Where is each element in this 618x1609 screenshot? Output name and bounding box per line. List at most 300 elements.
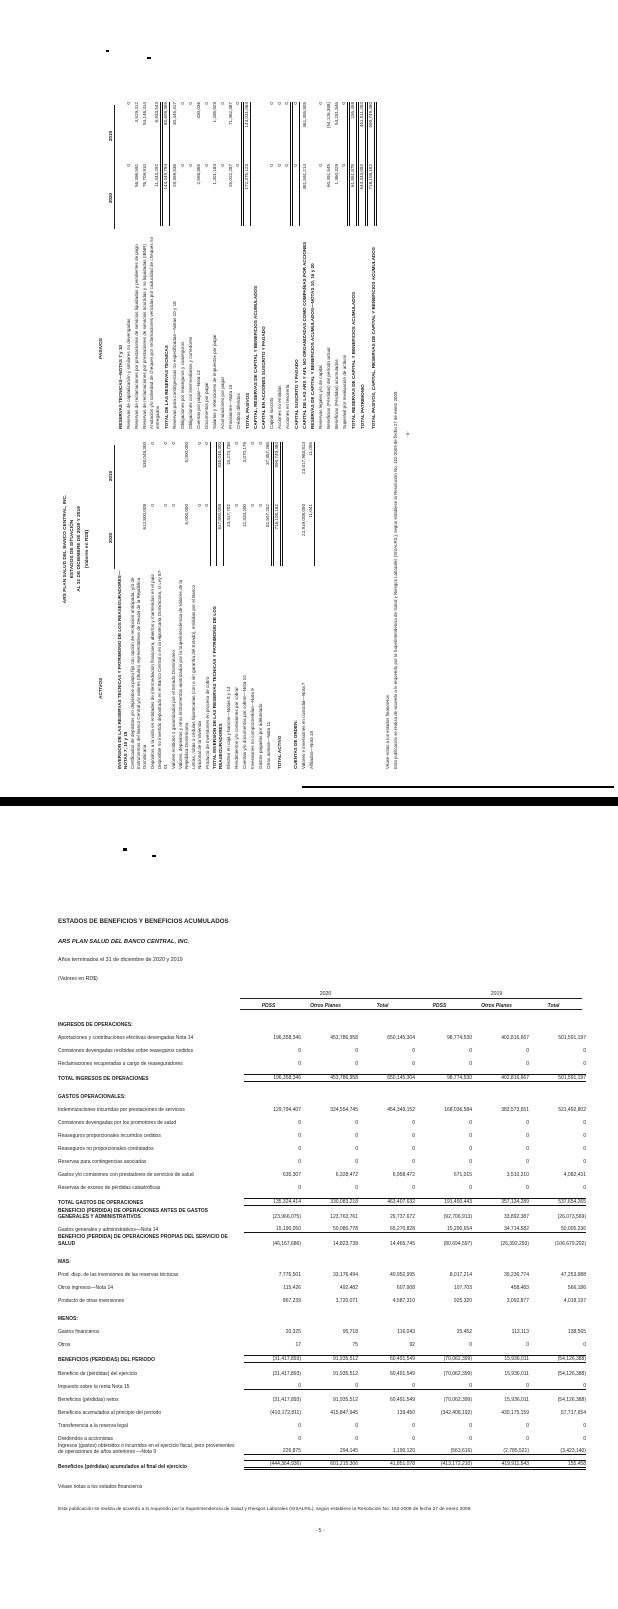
row-value: 47,253,988 — [560, 1271, 586, 1278]
row-value: 4,082,431 — [563, 1171, 586, 1178]
row-label: Rendimientos y/o comisiones por cobrar — [233, 687, 239, 769]
table-row — [265, 439, 272, 769]
row-value: 535,048,300 — [216, 442, 224, 504]
row-label: TOTAL INGRESOS DE OPERACIONES — [58, 1075, 149, 1082]
section-header-row — [309, 99, 316, 429]
see-notes-line: Véase notas a los estados financieros — [58, 1484, 143, 1491]
row-value: 0 — [268, 102, 274, 105]
row-value: 0 — [317, 164, 323, 167]
table-row — [227, 99, 234, 429]
row-value: 0 — [355, 1435, 358, 1442]
pasivos-heading: PASIVOS — [98, 338, 104, 359]
row-value: 0 — [583, 1422, 586, 1429]
year-group-2019: 2019 — [411, 991, 582, 999]
row-value: 1,190,120 — [358, 1448, 415, 1455]
row-label: Reservas de reclamaciones por prestaciones de servicios ocurridas y no liquidadas (IBNR) — [141, 244, 147, 429]
row-value: 867,239 — [282, 1297, 301, 1304]
row-value: 402,816,667 — [501, 1034, 529, 1041]
row-value: 0 — [203, 102, 209, 105]
table-row — [58, 1194, 586, 1206]
row-value: 172,375,123 — [243, 164, 251, 226]
row-value: 76,709,910 — [141, 164, 147, 187]
table-row — [58, 1140, 586, 1152]
row-value: 1,301,184 — [211, 164, 217, 185]
row-value: 91,935,512 — [332, 1370, 358, 1377]
table-row — [58, 1207, 586, 1221]
row-value: 29,737,672 — [389, 1214, 415, 1221]
row-label: Afiliados—Nota 18 — [308, 730, 314, 769]
row-value: 138,565 — [567, 1328, 586, 1335]
row-label: Impuesto sobre la renta Nota 15 — [58, 1383, 130, 1390]
row-value: 0 — [412, 1132, 415, 1139]
row-value: 39,236,774 — [503, 1271, 529, 1278]
row-value: 543,443,092 — [358, 164, 366, 226]
year-header-2019: 2019 — [108, 445, 115, 507]
table-row — [349, 99, 357, 429]
row-value: 716,108,162 — [367, 164, 377, 226]
table-row — [149, 439, 156, 769]
row-value: 0 — [170, 442, 176, 445]
table-row — [58, 1166, 586, 1178]
row-value: 7,776,501 — [278, 1271, 301, 1278]
row-label: RESERVAS DE CAPITAL Y BENEFICIOS ACUMULADOS—NOTAS 10, 16 y 20 — [309, 263, 315, 429]
table-row — [58, 1279, 586, 1291]
row-value: 383,573,651 — [501, 1106, 529, 1113]
row-value: 0 — [412, 1145, 415, 1152]
row-value: 0 — [298, 1184, 301, 1191]
row-value: 95,718 — [342, 1328, 358, 1335]
row-value: 98,774,530 — [415, 1074, 472, 1082]
row-value: 15,290,654 — [415, 1226, 472, 1233]
table-row — [58, 1029, 586, 1041]
table-row — [58, 1101, 586, 1113]
table-row — [308, 439, 315, 769]
table-row — [58, 1323, 586, 1335]
row-value: 196,358,346 — [273, 1034, 301, 1041]
row-label: TOTAL PASIVOS — [244, 392, 250, 429]
row-label: TOTAL RESERVAS DE CAPITAL Y BENEFICIOS ACUMULADOS — [350, 291, 356, 429]
row-value: 168,036,584 — [444, 1106, 472, 1113]
table-row — [367, 99, 377, 429]
row-value: 139,450 — [396, 1409, 415, 1416]
row-label: Capital suscrito — [268, 397, 274, 429]
row-value: 0 — [235, 102, 242, 164]
table-row — [58, 1127, 586, 1139]
row-value: 0 — [170, 504, 176, 507]
table-row — [58, 1351, 586, 1363]
row-value: 3,092,877 — [506, 1297, 529, 1304]
row-value: 415,847,945 — [330, 1409, 358, 1416]
row-label: TOTAL PATRIMONIO — [359, 384, 365, 429]
section-header-row — [117, 439, 129, 769]
row-value: 0 — [219, 102, 225, 105]
row-value: 530,048,300 — [141, 442, 147, 468]
row-label: Créditos diferidos — [235, 393, 241, 429]
row-value: (31,417,893) — [244, 1355, 301, 1363]
row-value: 98,774,530 — [446, 1034, 472, 1041]
row-value: (563,616) — [415, 1448, 472, 1455]
table-row — [58, 1266, 586, 1278]
section-header-row — [58, 1308, 582, 1322]
row-value: 0 — [257, 504, 263, 507]
row-value: 34,714,582 — [472, 1226, 529, 1233]
table-row — [249, 439, 256, 769]
row-value: 50,080,778 — [301, 1226, 358, 1233]
row-value: 0 — [187, 102, 193, 105]
row-value: 0 — [469, 1145, 472, 1152]
row-value: 0 — [412, 1119, 415, 1126]
row-value: 0 — [249, 442, 255, 445]
row-value: 0 — [583, 1132, 586, 1139]
table-row — [58, 1365, 586, 1377]
row-value: 0 — [298, 1158, 301, 1165]
table-row — [203, 99, 210, 429]
company-name: ARS PLAN SALUD DEL BANCO CENTRAL, INC. — [63, 494, 68, 604]
row-value: 0 — [526, 1047, 529, 1054]
row-value: 8,017,214 — [449, 1271, 472, 1278]
row-label: Aportaciones y contribuciones efectivas devengadas Nota 14 — [58, 1034, 194, 1041]
row-value: 430,175,159 — [501, 1409, 529, 1416]
row-label: CAPITAL SUSCRITO Y PAGADO — [293, 359, 299, 429]
row-value: 607,908 — [396, 1284, 415, 1291]
row-value: 0 — [204, 504, 211, 566]
row-value: 0 — [298, 1047, 301, 1054]
row-value: (54,126,388) — [325, 102, 331, 129]
row-value: 0 — [469, 1158, 472, 1165]
table-row — [58, 1404, 586, 1416]
table-row — [58, 1430, 586, 1442]
year-header-2020: 2020 — [108, 167, 115, 229]
row-label: Reservas de reclamaciones por prestaciones de servicios liquidadas y pendientes de pago — [133, 244, 139, 429]
section-header-row — [58, 1014, 582, 1028]
table-row — [211, 99, 218, 429]
row-value: 65,270,828 — [358, 1226, 415, 1233]
row-value: 60,491,549 — [389, 1370, 415, 1377]
row-value: (70,062,399) — [415, 1355, 472, 1363]
row-label: Documentos por pagar — [203, 382, 209, 429]
table-row — [58, 1221, 586, 1234]
col-header-pdss-2020: PDSS — [240, 1003, 297, 1010]
table-row — [58, 1417, 586, 1429]
row-label: Gastos financieros — [58, 1328, 100, 1335]
row-value: 11,343,292 — [154, 164, 161, 226]
row-label: Anulación y/o salvedad de cheques por reclamaciones vencidas por caducidad de cheques no entregados — [148, 236, 160, 429]
row-value: (23,966,075) — [272, 1214, 301, 1221]
row-value: 14,823,738 — [332, 1240, 358, 1247]
row-value: (342,408,192) — [440, 1409, 472, 1416]
row-value: 0 — [583, 1184, 586, 1191]
row-label: Beneficios (pérdidas) acumulados al final del ejercicio — [58, 1464, 187, 1471]
row-value: 92 — [409, 1341, 415, 1348]
row-value: 0 — [244, 1383, 301, 1390]
row-value: (106,679,202) — [554, 1240, 586, 1247]
row-value: 0 — [526, 1158, 529, 1165]
table-row — [292, 99, 300, 429]
row-value: 0 — [268, 164, 274, 167]
row-value: 0 — [203, 164, 209, 167]
row-value: 0 — [355, 1422, 358, 1429]
row-value: 0 — [162, 442, 168, 445]
row-value: 0 — [298, 1060, 301, 1067]
section-header-row — [292, 439, 299, 769]
scan-artifact-dot — [123, 848, 127, 851]
row-value: 0 — [583, 1060, 586, 1067]
row-value: 15,936,011 — [472, 1355, 529, 1363]
row-value: 0 — [298, 1145, 301, 1152]
see-notes-line: Véase notas a los estados financieros — [384, 695, 390, 769]
row-label: Beneficio de (pérdidas) del ejercicio — [58, 1370, 138, 1377]
row-label: Reaseguros no proporcionales contratados — [58, 1145, 154, 1152]
row-value: 324,554,745 — [330, 1106, 358, 1113]
row-value: 0 — [187, 164, 193, 167]
row-value: 0 — [469, 1119, 472, 1126]
col-header-otros-2019: Otros Planes — [468, 1003, 525, 1010]
row-label: MAS: — [58, 1258, 71, 1265]
row-value: 0 — [526, 1184, 529, 1191]
table-row — [141, 99, 148, 429]
page-number: -4- — [405, 431, 411, 437]
statement-period: Años terminados el 31 de diciembre de 2020 y 2019 — [58, 956, 183, 963]
row-value: 0 — [469, 1132, 472, 1139]
row-value: 0 — [341, 102, 348, 164]
row-label: Gastos generales y administrativos—Nota 14 — [58, 1227, 159, 1234]
row-value: 3,720,071 — [335, 1297, 358, 1304]
row-value: (54,126,388) — [557, 1396, 586, 1403]
row-label: Gastos pagados por adelantado — [257, 703, 263, 769]
row-value: (46,167,686) — [272, 1240, 301, 1247]
row-value: 0 — [355, 1158, 358, 1165]
table-row — [243, 99, 251, 429]
row-value: 5,000,000 — [183, 504, 189, 525]
row-label: Reservas de capitalización y similares no devengadas — [125, 318, 131, 429]
row-value: 6,328,472 — [335, 1171, 358, 1178]
row-value: 0 — [276, 164, 282, 167]
row-label: TOTAL INVERSION DE LAS RESERVAS TECNICAS Y PATRIMONIO DE LOS REASEGURADORES — [211, 606, 223, 769]
pasivos-column — [97, 99, 377, 429]
row-value: 15,273,738 — [225, 442, 231, 465]
income-statement-rows — [58, 1014, 586, 1471]
row-value: 226,875 — [244, 1448, 301, 1455]
row-value: 4,587,310 — [392, 1297, 415, 1304]
row-value: 402,816,667 — [472, 1074, 529, 1082]
row-value: 0 — [415, 1383, 472, 1390]
row-value: 0 — [125, 102, 131, 105]
row-value: 3,510,210 — [506, 1171, 529, 1178]
row-value: 3,070,176 — [241, 442, 247, 463]
row-value: 0 — [298, 1119, 301, 1126]
row-value: 0 — [196, 504, 202, 507]
row-value: 454,349,152 — [387, 1106, 415, 1113]
row-label: Beneficios acumulados al principio del período — [58, 1409, 162, 1416]
row-value: 20,325 — [285, 1328, 301, 1335]
row-value: 0 — [526, 1060, 529, 1067]
col-header-total-2019: Total — [525, 1003, 582, 1010]
row-value: 155,458 — [349, 102, 357, 164]
activos-table — [117, 439, 315, 769]
row-value: 0 — [179, 164, 185, 167]
row-value: 0 — [235, 164, 242, 226]
activos-heading: ACTIVOS — [98, 677, 104, 699]
currency-note: (Valores en RD$) — [84, 529, 90, 569]
row-value: 129,794,407 — [273, 1106, 301, 1113]
column-headers — [58, 1003, 582, 1010]
row-label: Otros activos—Nota 11 — [265, 721, 271, 769]
row-label: Provisiones—Nota 15 — [227, 384, 233, 429]
row-label: TOTAL GASTOS DE OPERACIONES — [58, 1199, 144, 1206]
table-row — [300, 439, 307, 769]
row-value: 0 — [469, 1435, 472, 1442]
row-value: 0 — [526, 1422, 529, 1429]
table-row — [178, 439, 190, 769]
row-label: Cuentas por pagar—Nota 13 — [195, 370, 201, 429]
row-value: 330,083,218 — [301, 1198, 358, 1206]
row-value: 0 — [298, 1435, 301, 1442]
row-value: (70,062,399) — [443, 1396, 472, 1403]
table-row — [241, 439, 248, 769]
income-statement-page — [58, 918, 586, 1534]
row-value: 54,146,414 — [141, 102, 147, 125]
row-value: 107,703 — [453, 1284, 472, 1291]
row-value: 0 — [469, 1422, 472, 1429]
table-row — [149, 99, 161, 429]
row-label: Reservas legales y/o de capital — [317, 365, 323, 429]
row-value: 155,458 — [529, 1460, 586, 1470]
table-row — [191, 439, 203, 769]
row-value: 0 — [412, 1047, 415, 1054]
row-label: Certificados de depósitos y/o depósitos a plazo fijo con opción de recepción anticipada, y/o de instrumentos del Banco Central y/o valores (títulos) representativos de Deuda de la República Dominicana — [129, 577, 147, 769]
table-row — [58, 1070, 586, 1082]
row-value: 60,491,549 — [358, 1355, 415, 1363]
row-value: 521,492,802 — [558, 1106, 586, 1113]
row-value: 0 — [469, 1060, 472, 1067]
row-value: 33,176,494 — [332, 1271, 358, 1278]
year-header-2020: 2020 — [108, 507, 115, 569]
row-value: 61,851,878 — [349, 164, 357, 226]
row-value: 650,145,304 — [387, 1034, 415, 1041]
balance-sheet-page — [62, 95, 572, 769]
row-value: 0 — [284, 164, 291, 226]
row-value: 0 — [204, 442, 211, 504]
row-label: Prod. disp. de las inversiones de las reservas técnicas — [58, 1271, 179, 1278]
row-label: TOTAL ACTIVO — [276, 735, 282, 769]
activos-column — [97, 439, 377, 769]
row-value: (80,694,597) — [443, 1240, 472, 1247]
row-value: 419,911,543 — [472, 1460, 529, 1470]
row-value: 0 — [125, 164, 131, 167]
row-value: 0 — [301, 1383, 358, 1390]
row-label: Comisiones devengadas recibidas sobre reaseguros cedidos — [58, 1047, 194, 1054]
row-value: 11,055 — [308, 442, 315, 504]
row-value: 1,360,329 — [333, 164, 339, 185]
statement-header — [62, 384, 91, 714]
table-row — [268, 99, 275, 429]
row-value: 566,186 — [567, 1284, 586, 1291]
row-value: (31,417,893) — [272, 1370, 301, 1377]
row-value: 0 — [469, 1047, 472, 1054]
row-value: 716,108,162 — [273, 504, 283, 566]
row-value: 0 — [341, 164, 348, 226]
table-row — [162, 99, 170, 429]
row-label: Superávit por revaluación de activos — [341, 354, 347, 429]
table-row — [179, 99, 186, 429]
row-value: 25,452 — [456, 1328, 472, 1335]
row-label: Transferencia a la reserva legal — [58, 1422, 128, 1429]
row-label: MENOS: — [58, 1315, 78, 1322]
row-label: CAPITAL EN ACCIONES SUSCRITO Y PAGADO — [260, 326, 266, 429]
table-row — [219, 99, 226, 429]
table-row — [58, 1042, 586, 1054]
section-header-row — [58, 1251, 582, 1265]
row-value: 6,933,543 — [154, 102, 161, 164]
row-value: 0 — [412, 1158, 415, 1165]
row-value: 23,017,983,813 — [300, 442, 306, 474]
income-statement-table — [58, 991, 586, 1471]
row-value: 91,935,512 — [301, 1355, 358, 1363]
row-label: Inversiones no comprometidas—Nota 9 — [249, 688, 255, 769]
row-label: Reservas para contingencias asociadas — [58, 1158, 147, 1165]
row-label: Acumulaciones por pagar — [219, 376, 225, 429]
row-value: 5,000,000 — [183, 442, 189, 463]
row-value: 458,483 — [510, 1284, 529, 1291]
table-row — [58, 1153, 586, 1165]
row-value: 481,591,214 — [301, 164, 307, 190]
activos-year-headers — [108, 439, 115, 769]
row-value: 0 — [526, 1435, 529, 1442]
row-value: 0 — [412, 1422, 415, 1429]
row-value: 0 — [412, 1435, 415, 1442]
row-value: 0 — [412, 1060, 415, 1067]
pasivos-table — [117, 99, 377, 429]
row-value: 0 — [284, 102, 291, 164]
row-value: 0 — [526, 1145, 529, 1152]
row-value: 0 — [526, 1119, 529, 1126]
section-header-row — [58, 1086, 582, 1100]
row-label: Otros — [58, 1341, 71, 1348]
row-label: Disponible no invertido depositado en el Banco Central o en la Hipotecaria Dominicana, s/ Ley 87-01 — [156, 569, 168, 769]
row-value: 671,015 — [453, 1171, 472, 1178]
row-label: BENEFICIOS (PERDIDAS) DEL PERIODO — [58, 1356, 155, 1363]
row-label: INGRESOS DE OPERACIONES: — [58, 1021, 133, 1028]
row-label: Acciones no emitidas — [276, 385, 282, 429]
row-label: Efectivo en caja y bancos—Notas 8 y 14 — [225, 686, 231, 769]
table-row — [58, 1442, 586, 1456]
row-value: 0 — [276, 102, 282, 105]
row-value: 453,786,958 — [301, 1074, 358, 1082]
row-value: 0 — [583, 1145, 586, 1152]
row-value: 0 — [583, 1158, 586, 1165]
row-label: Indemnizaciones incurridas por prestaciones de servicios — [58, 1106, 185, 1113]
row-value: 0 — [292, 102, 300, 164]
row-value: 650,145,304 — [358, 1074, 415, 1082]
row-value: (70,062,399) — [443, 1370, 472, 1377]
row-label: Dividendos a accionistas — [58, 1435, 114, 1442]
row-value: 0 — [162, 504, 168, 507]
row-value: (444,364,936) — [244, 1460, 301, 1470]
table-row — [225, 439, 232, 769]
row-value: 40,952,995 — [389, 1271, 415, 1278]
row-label: BENEFICIO (PERDIDA) DE OPERACIONES PROPIAS DEL SERVICIO DE SALUD — [58, 1234, 228, 1247]
row-value: 4,018,197 — [563, 1297, 586, 1304]
row-value: (413,172,210) — [415, 1460, 472, 1470]
table-row — [170, 439, 177, 769]
row-label: TOTAL PASIVOS, CAPITAL, RESERVAS DE CAPITAL Y BENEFICIOS ACUMULADOS — [370, 247, 376, 429]
row-value: 0 — [469, 1341, 472, 1348]
table-row — [358, 99, 366, 429]
table-row — [235, 99, 242, 429]
row-value: 0 — [583, 1047, 586, 1054]
row-value: 0 — [196, 442, 202, 445]
row-value: 0 — [583, 1341, 586, 1348]
